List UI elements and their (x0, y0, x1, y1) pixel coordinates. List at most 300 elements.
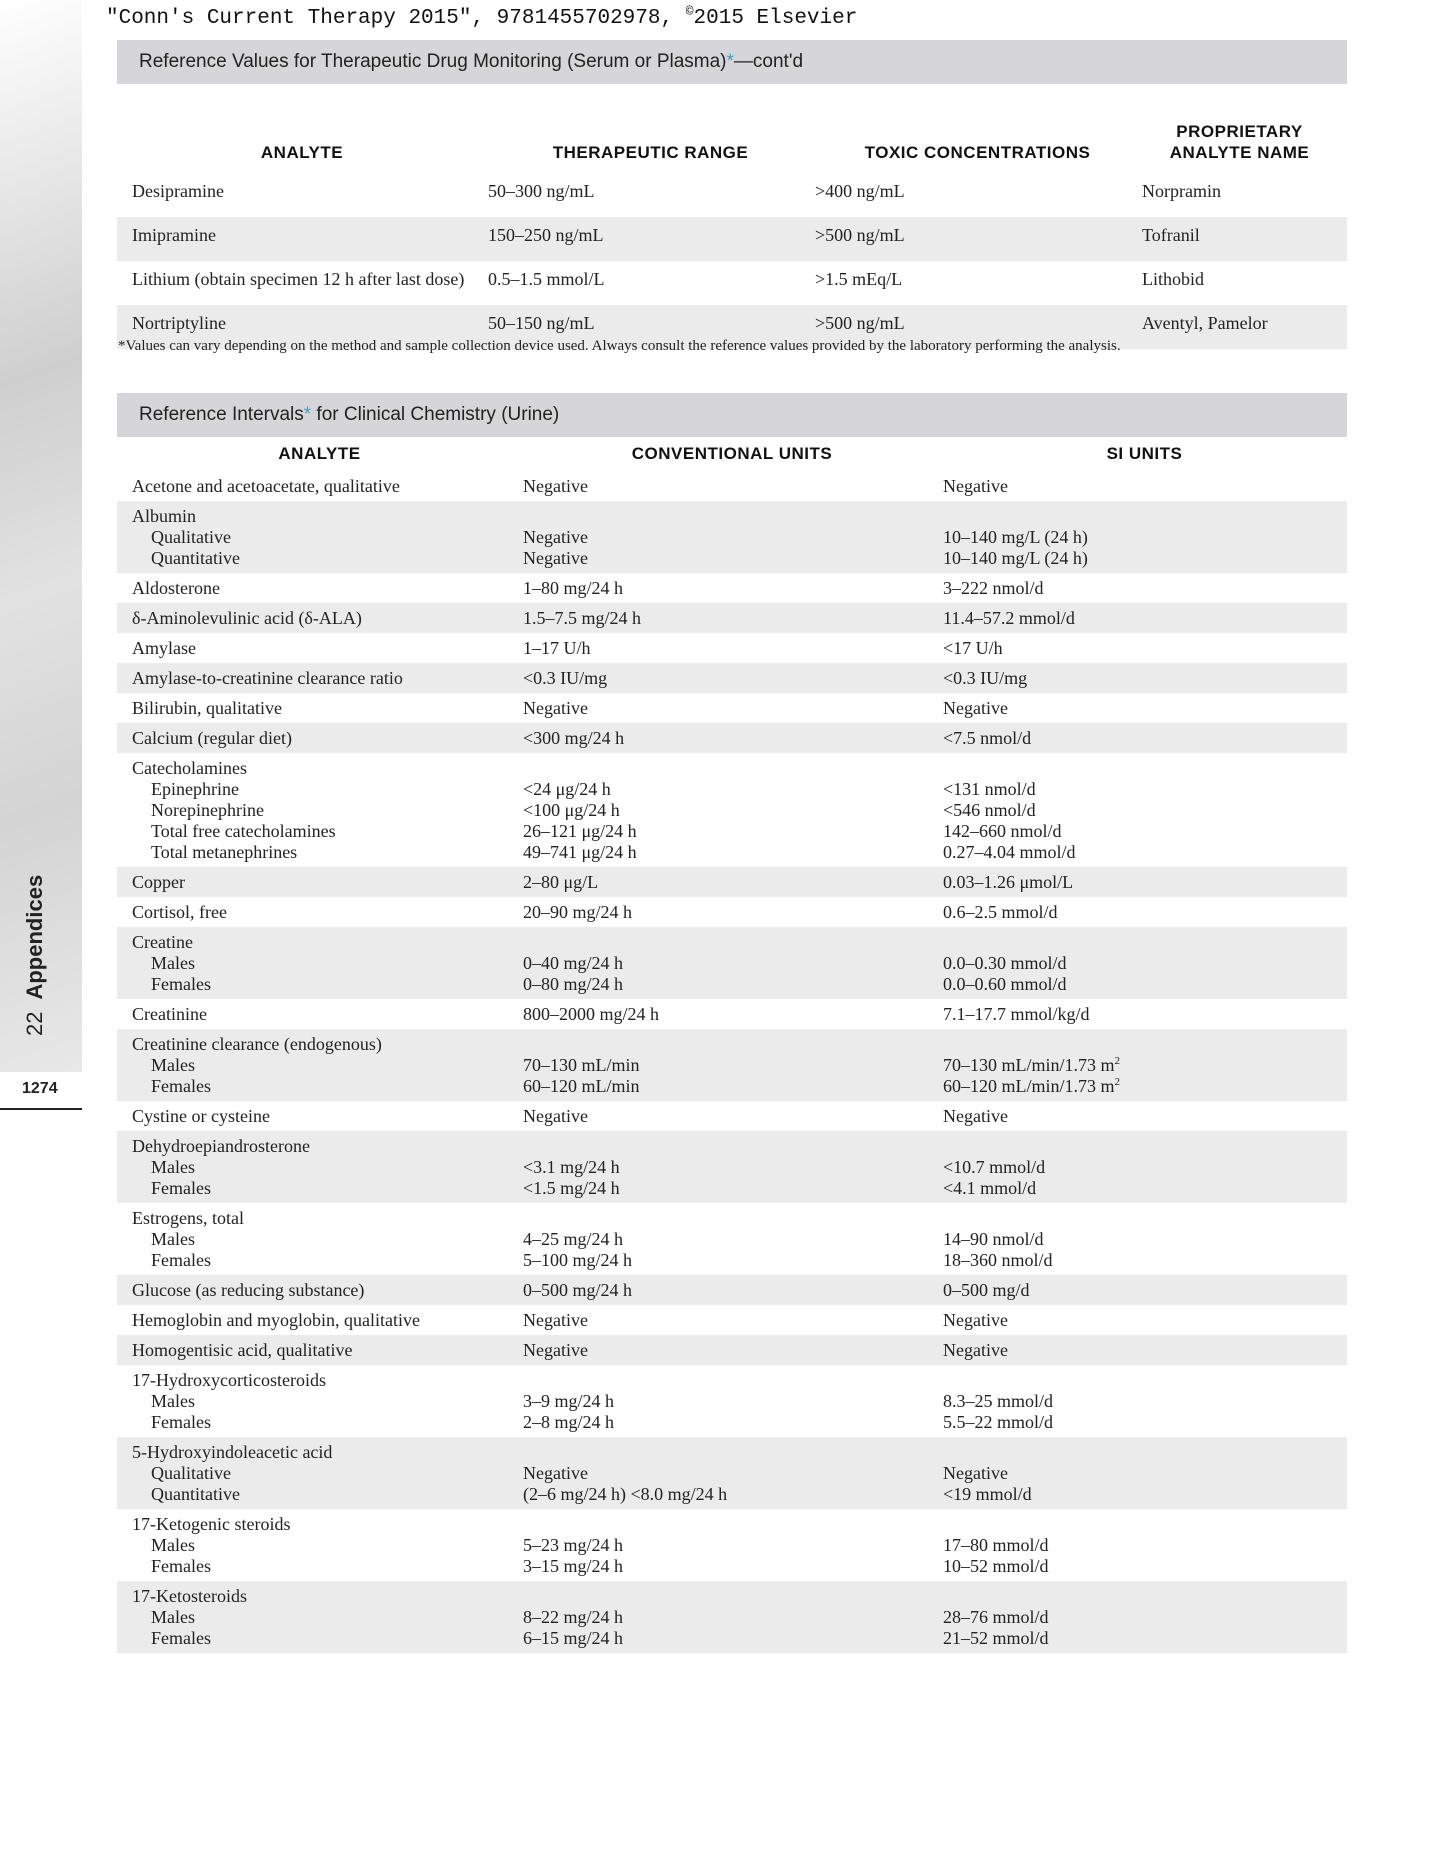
analyte-cell (117, 471, 522, 501)
analyte-label: Catecholamines (132, 758, 247, 778)
si-cell (942, 1203, 1347, 1275)
value-text: 0.6–2.5 mmol/d (943, 902, 1058, 922)
si-cell (942, 723, 1347, 753)
value-text (523, 1514, 941, 1535)
copyright-symbol: © (685, 4, 694, 19)
si-cell (942, 633, 1347, 663)
sub-value-text (943, 974, 1346, 995)
value-text (523, 1136, 941, 1157)
value-text: 0.03–1.26 μmol/L (943, 872, 1074, 892)
value-text: 0–500 mg/24 h (523, 1280, 633, 1300)
sub-value-text (943, 527, 1346, 548)
sub-value: 14–90 nmol/d (943, 1229, 1044, 1249)
citation-year: 2015 Elsevier (693, 7, 858, 30)
value-text: <17 U/h (943, 638, 1003, 658)
table-row (117, 1509, 1347, 1581)
sub-value: 8–22 mg/24 h (523, 1607, 624, 1627)
page-number-rule (0, 1108, 82, 1110)
value-text: Negative (943, 1106, 1008, 1126)
sub-value: 4–25 mg/24 h (523, 1229, 624, 1249)
sub-value: 70–130 mL/min/1.73 m (943, 1055, 1115, 1075)
table-row (117, 1029, 1347, 1101)
table-row (117, 1101, 1347, 1131)
urine-chemistry-table (117, 393, 1347, 1653)
sub-value-text (523, 1628, 941, 1649)
sub-value: <10.7 mmol/d (943, 1157, 1046, 1177)
sub-value-text (943, 1463, 1346, 1484)
analyte-cell (117, 1203, 522, 1275)
table-row (117, 897, 1347, 927)
table-row (117, 927, 1347, 999)
therapeutic-drug-table (117, 40, 1347, 349)
si-cell (942, 1101, 1347, 1131)
sub-value-text (523, 1250, 941, 1271)
table-row (117, 471, 1347, 501)
column-header: ANALYTE (260, 143, 344, 162)
value-text: <0.3 IU/mg (523, 668, 608, 688)
si-cell (942, 897, 1347, 927)
sub-analyte-label (132, 1076, 521, 1097)
sub-value: <3.1 mg/24 h (523, 1157, 620, 1177)
sub-value: Negative (943, 1463, 1008, 1483)
value-text (523, 758, 941, 779)
sub-value-text (523, 1229, 941, 1250)
sub-value-text (943, 1157, 1346, 1178)
conventional-cell (522, 867, 942, 897)
sub-analyte-text: Females (151, 974, 211, 994)
sub-value: (2–6 mg/24 h) <8.0 mg/24 h (523, 1484, 728, 1504)
sub-analyte-label (132, 1157, 521, 1178)
sub-value: Negative (523, 548, 588, 568)
analyte-cell (117, 1437, 522, 1509)
table-row (117, 723, 1347, 753)
sub-value-text (523, 800, 941, 821)
conventional-cell (522, 1029, 942, 1101)
analyte-label: Amylase (132, 638, 196, 658)
conventional-cell (522, 1581, 942, 1653)
si-cell (942, 1275, 1347, 1305)
table-row (117, 1203, 1347, 1275)
column-header: ANALYTE (278, 444, 361, 463)
sub-value: 70–130 mL/min (523, 1055, 640, 1075)
sub-value-text (943, 1178, 1346, 1199)
column-header: PROPRIETARY ANALYTE NAME (1169, 122, 1310, 162)
conventional-cell (522, 471, 942, 501)
sub-value-text (523, 1157, 941, 1178)
sub-value-text (523, 1178, 941, 1199)
sub-value: 6–15 mg/24 h (523, 1628, 624, 1648)
analyte-cell (117, 663, 522, 693)
sub-analyte-label (132, 974, 521, 995)
value-text: 1.5–7.5 mg/24 h (523, 608, 642, 628)
sub-value: 10–140 mg/L (24 h) (943, 527, 1088, 547)
sub-value: 49–741 μg/24 h (523, 842, 637, 862)
sub-value: <1.5 mg/24 h (523, 1178, 620, 1198)
analyte-cell: Lithium (obtain specimen 12 h after last dose) (132, 269, 465, 289)
conventional-cell (522, 927, 942, 999)
table-row (117, 1335, 1347, 1365)
sub-value: 0–80 mg/24 h (523, 974, 624, 994)
table-row (117, 501, 1347, 573)
proprietary-cell: Aventyl, Pamelor (1141, 305, 1347, 349)
sub-value-text (943, 1628, 1346, 1649)
sub-value-text (943, 1055, 1346, 1076)
analyte-cell (117, 897, 522, 927)
sub-value-text (943, 842, 1346, 863)
table-header-row (117, 84, 1347, 173)
analyte-cell (117, 1335, 522, 1365)
sub-value-text (523, 821, 941, 842)
proprietary-cell: Norpramin (1142, 181, 1221, 201)
superscript: 2 (1114, 1055, 1121, 1067)
footnote-star: * (726, 51, 734, 72)
sub-analyte-text: Females (151, 1412, 211, 1432)
si-cell (942, 471, 1347, 501)
si-cell (942, 693, 1347, 723)
sub-analyte-text: Females (151, 1250, 211, 1270)
sub-analyte-label (132, 1463, 521, 1484)
si-cell (942, 1365, 1347, 1437)
analyte-cell (117, 867, 522, 897)
sub-value-text (523, 1484, 941, 1505)
sub-analyte-text: Males (151, 953, 195, 973)
value-text (523, 1208, 941, 1229)
sub-value: 5–23 mg/24 h (523, 1535, 624, 1555)
sub-analyte-label (132, 953, 521, 974)
sub-value: 0.27–4.04 mmol/d (943, 842, 1076, 862)
table-row (117, 999, 1347, 1029)
value-text (523, 1370, 941, 1391)
column-header: THERAPEUTIC RANGE (552, 143, 749, 162)
analyte-label: δ-Aminolevulinic acid (δ-ALA) (132, 608, 362, 628)
value-text (943, 1370, 1346, 1391)
conventional-cell (522, 1131, 942, 1203)
si-cell (942, 603, 1347, 633)
sub-value: 21–52 mmol/d (943, 1628, 1049, 1648)
analyte-label: Dehydroepiandrosterone (132, 1136, 310, 1156)
si-cell (942, 573, 1347, 603)
value-text: <300 mg/24 h (523, 728, 625, 748)
value-text (943, 1136, 1346, 1157)
table-row (117, 867, 1347, 897)
sub-value-text (943, 953, 1346, 974)
sub-analyte-label (132, 1229, 521, 1250)
analyte-cell (117, 1131, 522, 1203)
conventional-cell (522, 1437, 942, 1509)
sub-value: 2–8 mg/24 h (523, 1412, 615, 1432)
analyte-label: Creatine (132, 932, 193, 952)
table-title-text: Reference Values for Therapeutic Drug Monitoring (Serum or Plasma) (139, 51, 727, 72)
value-text (523, 932, 941, 953)
value-text (943, 1442, 1346, 1463)
sub-value-text (943, 800, 1346, 821)
conventional-cell (522, 999, 942, 1029)
si-cell (942, 1437, 1347, 1509)
value-text: Negative (943, 698, 1008, 718)
sub-analyte-label (132, 527, 521, 548)
sub-analyte-text: Females (151, 1178, 211, 1198)
table (117, 437, 1347, 1653)
analyte-label: Albumin (132, 506, 197, 526)
sub-value-text (943, 1484, 1346, 1505)
sub-value-text (943, 1076, 1346, 1097)
sub-value-text (943, 821, 1346, 842)
sub-value: 60–120 mL/min (523, 1076, 640, 1096)
column-header: CONVENTIONAL UNITS (631, 444, 833, 463)
table-row (117, 603, 1347, 633)
analyte-label: Cystine or cysteine (132, 1106, 270, 1126)
value-text (943, 1208, 1346, 1229)
conventional-cell (522, 663, 942, 693)
sub-value-text (523, 1055, 941, 1076)
value-text: 800–2000 mg/24 h (523, 1004, 660, 1024)
range-cell: 50–300 ng/mL (488, 181, 595, 201)
conventional-cell (522, 753, 942, 867)
table-title-text: Reference Intervals (139, 404, 304, 425)
value-text: 7.1–17.7 mmol/kg/d (943, 1004, 1090, 1024)
sub-value-text (943, 1535, 1346, 1556)
conventional-cell (522, 897, 942, 927)
si-cell (942, 1581, 1347, 1653)
value-text (943, 932, 1346, 953)
analyte-cell (117, 1305, 522, 1335)
sub-value-text (523, 1076, 941, 1097)
analyte-label: Calcium (regular diet) (132, 728, 292, 748)
sub-analyte-text: Females (151, 1076, 211, 1096)
sub-value-text (943, 779, 1346, 800)
sub-value-text (943, 1556, 1346, 1577)
range-cell: 150–250 ng/mL (487, 217, 814, 261)
table-title (117, 393, 1347, 437)
superscript: 2 (1114, 1076, 1121, 1088)
sub-value-text (943, 1412, 1346, 1433)
sub-analyte-text: Qualitative (151, 527, 231, 547)
sub-value-text (943, 1250, 1346, 1271)
si-cell (942, 1131, 1347, 1203)
table-header-row (117, 437, 1347, 471)
si-cell (942, 927, 1347, 999)
column-header: TOXIC CONCENTRATIONS (864, 143, 1091, 162)
table-footnote: *Values can vary depending on the method and sample collection device used. Always consult the reference values provided by the laboratory performing the analysis. (118, 338, 1121, 354)
analyte-label: Glucose (as reducing substance) (132, 1280, 365, 1300)
sub-value-text (523, 1391, 941, 1412)
table-row (117, 1437, 1347, 1509)
sub-value-text (523, 953, 941, 974)
sub-value: 142–660 nmol/d (943, 821, 1062, 841)
sub-value: 5.5–22 mmol/d (943, 1412, 1054, 1432)
toxic-cell: >1.5 mEq/L (815, 269, 903, 289)
sub-value-text (523, 1556, 941, 1577)
citation-header (106, 4, 857, 30)
analyte-cell (117, 501, 522, 573)
toxic-cell: >500 ng/mL (814, 217, 1141, 261)
sub-value: <24 μg/24 h (523, 779, 611, 799)
sub-value: <546 nmol/d (943, 800, 1036, 820)
sub-analyte-text: Epinephrine (151, 779, 239, 799)
value-text: 1–80 mg/24 h (523, 578, 624, 598)
conventional-cell (522, 723, 942, 753)
value-text (943, 1586, 1346, 1607)
table-row (117, 693, 1347, 723)
sub-value: Negative (523, 527, 588, 547)
sub-analyte-label (132, 1250, 521, 1271)
analyte-cell (117, 1101, 522, 1131)
analyte-cell (117, 633, 522, 663)
chapter-tab (22, 874, 48, 1036)
conventional-cell (522, 693, 942, 723)
sub-analyte-label (132, 1391, 521, 1412)
si-cell (942, 1335, 1347, 1365)
sub-analyte-text: Total metanephrines (151, 842, 298, 862)
sub-analyte-text: Females (151, 1628, 211, 1648)
table-row (117, 1365, 1347, 1437)
sub-analyte-label (132, 1055, 521, 1076)
value-text (523, 1442, 941, 1463)
analyte-label: Homogentisic acid, qualitative (132, 1340, 353, 1360)
sub-value: 10–140 mg/L (24 h) (943, 548, 1088, 568)
chapter-label: Appendices (22, 874, 47, 1000)
value-text (523, 506, 941, 527)
value-text: Negative (523, 476, 588, 496)
sub-analyte-text: Females (151, 1556, 211, 1576)
analyte-label: Aldosterone (132, 578, 220, 598)
sub-analyte-text: Quantitative (151, 1484, 240, 1504)
analyte-cell (117, 1365, 522, 1437)
sub-value-text (943, 1391, 1346, 1412)
table-title-suffix: for Clinical Chemistry (Urine) (311, 404, 560, 425)
conventional-cell (522, 1509, 942, 1581)
sub-analyte-label (132, 1535, 521, 1556)
sub-value: 0–40 mg/24 h (523, 953, 624, 973)
toxic-cell: >500 ng/mL (814, 305, 1141, 349)
sub-value: 18–360 nmol/d (943, 1250, 1053, 1270)
value-text: Negative (523, 1310, 588, 1330)
sub-value: <4.1 mmol/d (943, 1178, 1037, 1198)
value-text: <7.5 nmol/d (943, 728, 1032, 748)
si-cell (942, 867, 1347, 897)
sub-analyte-text: Norepinephrine (151, 800, 264, 820)
si-cell (942, 753, 1347, 867)
analyte-label: 17-Ketogenic steroids (132, 1514, 291, 1534)
sub-value-text (523, 1463, 941, 1484)
value-text (943, 506, 1346, 527)
analyte-label: 5-Hydroxyindoleacetic acid (132, 1442, 333, 1462)
sub-analyte-text: Males (151, 1229, 195, 1249)
toxic-cell: >400 ng/mL (815, 181, 905, 201)
table-row (117, 217, 1347, 261)
sub-value: 8.3–25 mmol/d (943, 1391, 1054, 1411)
sub-analyte-label (132, 1556, 521, 1577)
sub-value-text (523, 527, 941, 548)
table-body (117, 471, 1347, 1653)
sub-value: 28–76 mmol/d (943, 1607, 1049, 1627)
si-cell (942, 501, 1347, 573)
si-cell (942, 1029, 1347, 1101)
conventional-cell (522, 1365, 942, 1437)
analyte-label: Creatinine (132, 1004, 207, 1024)
sub-analyte-text: Males (151, 1391, 195, 1411)
analyte-cell (117, 753, 522, 867)
sub-value-text (523, 779, 941, 800)
analyte-cell: Imipramine (117, 217, 487, 261)
range-cell: 50–150 ng/mL (487, 305, 814, 349)
conventional-cell (522, 603, 942, 633)
sub-analyte-label (132, 1607, 521, 1628)
sub-value: <19 mmol/d (943, 1484, 1032, 1504)
sub-analyte-text: Males (151, 1535, 195, 1555)
value-text: 1–17 U/h (523, 638, 591, 658)
analyte-label: Amylase-to-creatinine clearance ratio (132, 668, 403, 688)
sub-value-text (523, 1535, 941, 1556)
sub-value-text (523, 1412, 941, 1433)
conventional-cell (522, 1335, 942, 1365)
sub-value: 3–9 mg/24 h (523, 1391, 615, 1411)
sub-analyte-text: Males (151, 1607, 195, 1627)
value-text (523, 1034, 941, 1055)
sub-analyte-label (132, 1484, 521, 1505)
analyte-cell: Desipramine (132, 181, 224, 201)
sub-value: 10–52 mmol/d (943, 1556, 1049, 1576)
analyte-cell (117, 693, 522, 723)
sub-value: 5–100 mg/24 h (523, 1250, 633, 1270)
sub-analyte-text: Qualitative (151, 1463, 231, 1483)
sub-analyte-label (132, 1178, 521, 1199)
value-text: 2–80 μg/L (523, 872, 599, 892)
value-text: <0.3 IU/mg (943, 668, 1028, 688)
sub-value: <100 μg/24 h (523, 800, 620, 820)
value-text: 11.4–57.2 mmol/d (943, 608, 1075, 628)
conventional-cell (522, 573, 942, 603)
sub-value-text (523, 842, 941, 863)
analyte-label: Cortisol, free (132, 902, 227, 922)
sub-analyte-text: Total free catecholamines (151, 821, 336, 841)
conventional-cell (522, 633, 942, 663)
sub-analyte-text: Males (151, 1157, 195, 1177)
sub-value-text (943, 1607, 1346, 1628)
value-text: 0–500 mg/d (943, 1280, 1030, 1300)
value-text: 3–222 nmol/d (943, 578, 1044, 598)
table (117, 84, 1347, 349)
proprietary-cell: Tofranil (1141, 217, 1347, 261)
sub-value: <131 nmol/d (943, 779, 1036, 799)
column-header: SI UNITS (1106, 444, 1183, 463)
analyte-cell (117, 723, 522, 753)
analyte-cell (117, 1029, 522, 1101)
page-number: 1274 (22, 1080, 58, 1097)
analyte-label: Acetone and acetoacetate, qualitative (132, 476, 400, 496)
footnote-star: * (303, 404, 312, 425)
analyte-label: Estrogens, total (132, 1208, 244, 1228)
analyte-cell: Nortriptyline (117, 305, 487, 349)
table-row (117, 573, 1347, 603)
analyte-label: 17-Ketosteroids (132, 1586, 247, 1606)
analyte-label: Creatinine clearance (endogenous) (132, 1034, 382, 1054)
conventional-cell (522, 1203, 942, 1275)
si-cell (942, 1509, 1347, 1581)
conventional-cell (522, 1305, 942, 1335)
sub-analyte-text: Quantitative (151, 548, 240, 568)
table-row (117, 1305, 1347, 1335)
analyte-cell (117, 927, 522, 999)
range-cell: 0.5–1.5 mmol/L (488, 269, 605, 289)
conventional-cell (522, 1101, 942, 1131)
table-row (117, 663, 1347, 693)
sub-value-text (523, 974, 941, 995)
value-text: Negative (943, 1310, 1008, 1330)
si-cell (942, 1305, 1347, 1335)
sub-analyte-text: Males (151, 1055, 195, 1075)
sub-analyte-label (132, 1412, 521, 1433)
